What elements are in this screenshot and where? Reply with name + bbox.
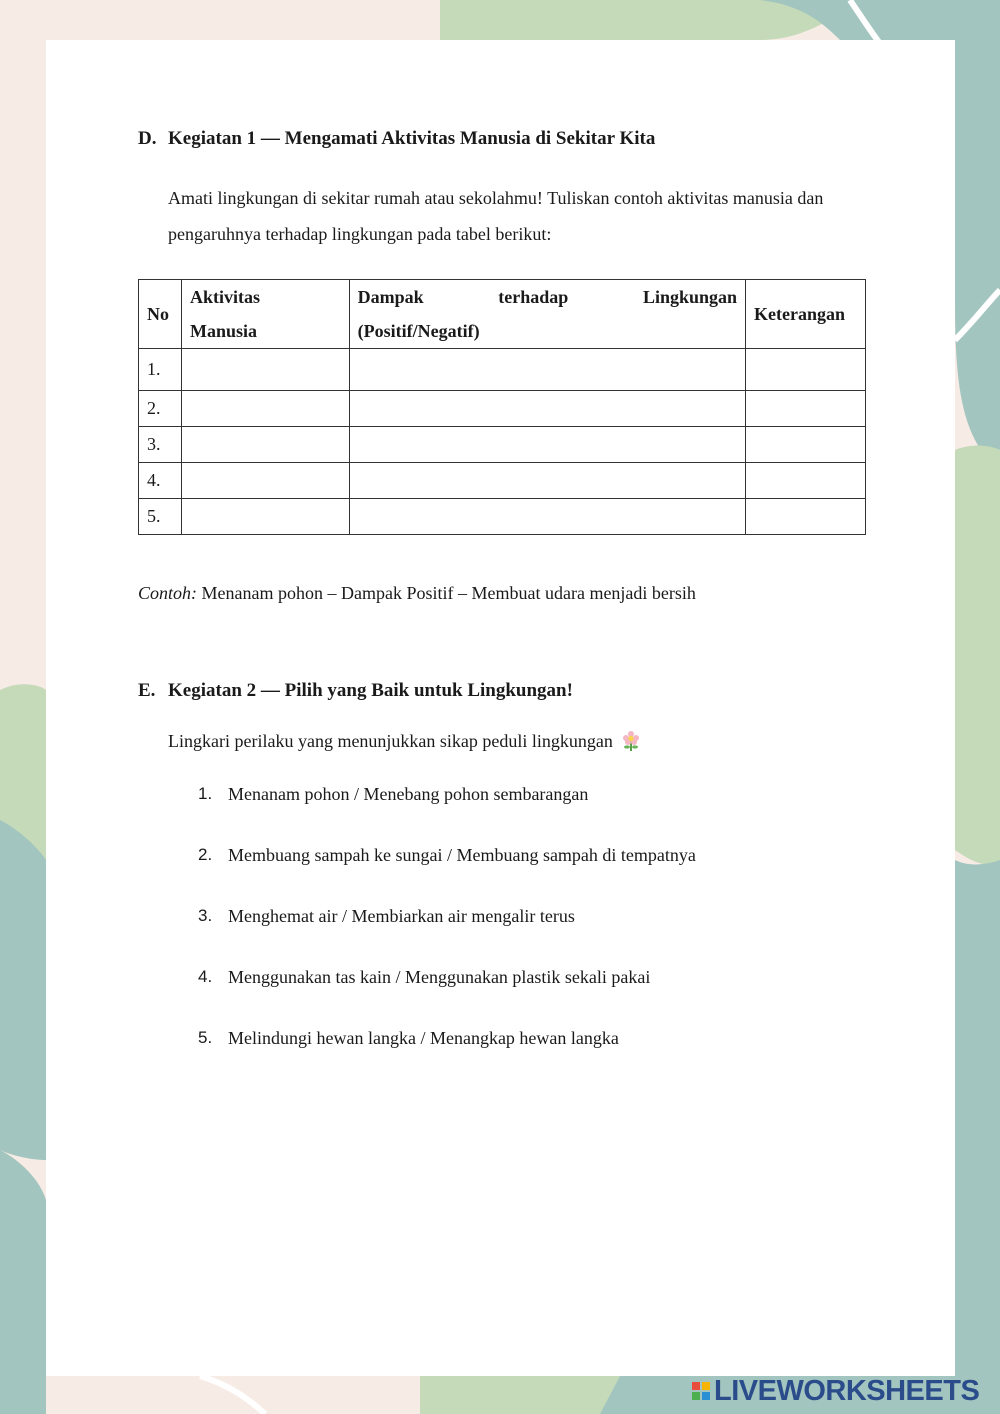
right-green-blob: [955, 446, 1000, 865]
header-no: No: [139, 280, 182, 349]
aktivitas-cell[interactable]: [181, 463, 349, 499]
aktivitas-cell[interactable]: [181, 391, 349, 427]
dampak-cell[interactable]: [349, 463, 745, 499]
header-dampak-word1: Dampak: [357, 287, 424, 307]
dampak-cell[interactable]: [349, 499, 745, 535]
aktivitas-cell[interactable]: [181, 427, 349, 463]
example-label: Contoh:: [138, 583, 198, 603]
option-number: 5.: [198, 1028, 213, 1047]
header-aktivitas-line2: Manusia: [189, 321, 257, 341]
left-teal-bottom-blob: [0, 1150, 46, 1414]
header-aktivitas-line1: Aktivitas: [189, 287, 260, 307]
row-number: 5.: [139, 499, 182, 535]
list-item[interactable]: [198, 906, 696, 967]
table-row: [139, 349, 866, 391]
section-d-title: Kegiatan 1 — Mengamati Aktivitas Manusia di Sekitar Kita: [168, 128, 656, 149]
keterangan-cell[interactable]: [746, 427, 866, 463]
options-list: [198, 784, 696, 1089]
section-e-heading: [138, 680, 573, 702]
list-item[interactable]: [198, 845, 696, 906]
dampak-cell[interactable]: [349, 427, 745, 463]
flower-icon: [621, 730, 641, 752]
example-text: [138, 583, 696, 604]
option-text: Melindungi hewan langka / Menangkap hewan langka: [228, 1028, 619, 1048]
keterangan-cell[interactable]: [746, 391, 866, 427]
dampak-cell[interactable]: [349, 391, 745, 427]
example-content: Menanam pohon – Dampak Positif – Membuat udara menjadi bersih: [197, 583, 696, 603]
section-d-heading: [138, 128, 655, 150]
row-number: 3.: [139, 427, 182, 463]
liveworksheets-logo[interactable]: [692, 1373, 979, 1409]
row-number: 2.: [139, 391, 182, 427]
right-teal-lower-blob: [955, 860, 1000, 1414]
section-e-instruction: [168, 730, 641, 752]
aktivitas-cell[interactable]: [181, 349, 349, 391]
table-header-row: [139, 280, 866, 349]
option-number: 2.: [198, 845, 213, 864]
aktivitas-cell[interactable]: [181, 499, 349, 535]
option-text: Menanam pohon / Menebang pohon sembarangan: [228, 784, 589, 804]
option-text: Menghemat air / Membiarkan air mengalir terus: [228, 906, 575, 926]
option-text: Membuang sampah ke sungai / Membuang sampah di tempatnya: [228, 845, 696, 865]
row-number: 1.: [139, 349, 182, 391]
table-row: [139, 391, 866, 427]
logo-mark-icon: [692, 1382, 710, 1400]
section-d-instruction: Amati lingkungan di sekitar rumah atau sekolahmu! Tuliskan contoh aktivitas manusia dan pengaruhnya terhadap lingkungan pada tabel berikut:: [168, 188, 824, 244]
list-item[interactable]: [198, 1028, 696, 1089]
header-dampak-word3: Lingkungan: [642, 287, 738, 307]
option-number: 4.: [198, 967, 213, 986]
option-number: 3.: [198, 906, 213, 925]
header-keterangan: Keterangan: [746, 280, 866, 349]
left-teal-blob: [0, 820, 46, 1160]
list-item[interactable]: [198, 784, 696, 845]
activity-table: [138, 279, 866, 535]
section-e-instruction-text: Lingkari perilaku yang menunjukkan sikap peduli lingkungan: [168, 730, 613, 751]
header-dampak: [349, 280, 745, 349]
header-dampak-line2: (Positif/Negatif): [357, 321, 480, 341]
dampak-cell[interactable]: [349, 349, 745, 391]
logo-text: LIVEWORKSHEETS: [714, 1374, 980, 1407]
option-number: 1.: [198, 784, 213, 803]
option-text: Menggunakan tas kain / Menggunakan plastik sekali pakai: [228, 967, 651, 987]
table-row: [139, 463, 866, 499]
table-row: [139, 499, 866, 535]
keterangan-cell[interactable]: [746, 349, 866, 391]
section-e-title: Kegiatan 2 — Pilih yang Baik untuk Lingkungan!: [168, 680, 573, 701]
list-item[interactable]: [198, 967, 696, 1028]
header-aktivitas: [181, 280, 349, 349]
keterangan-cell[interactable]: [746, 499, 866, 535]
row-number: 4.: [139, 463, 182, 499]
table-row: [139, 427, 866, 463]
header-dampak-word2: terhadap: [498, 287, 569, 307]
keterangan-cell[interactable]: [746, 463, 866, 499]
section-e-letter: E.: [138, 680, 156, 701]
section-d-letter: D.: [138, 128, 157, 149]
